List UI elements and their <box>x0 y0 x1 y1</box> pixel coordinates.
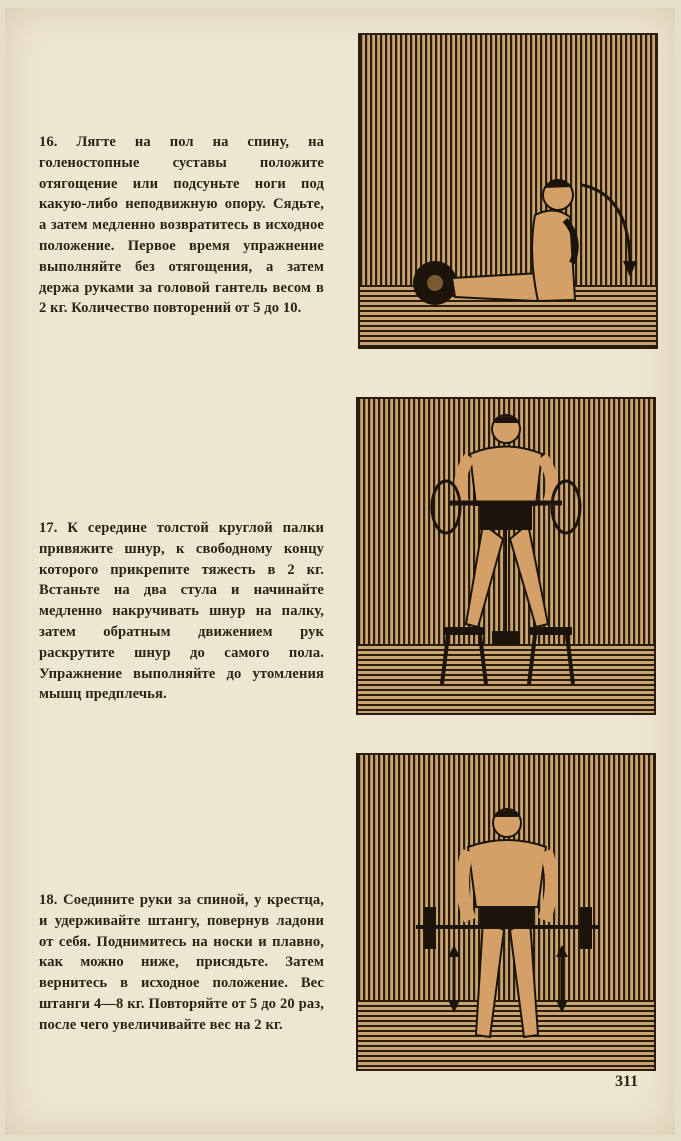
exercise-18-text: 18. Соедините руки за спиной, у крестца, и удерживайте штангу, повернув ладони от себя. Поднимитесь на носки и плавно, как можно ниже, присядьте. Затем вернитесь в исходное положение. Вес штанги 4—8 кг. Повторяйте от 5 до 20 раз, после чего увеличивайте вес на 2 кг. <box>39 892 324 1033</box>
exercise-18-illustration <box>356 753 656 1071</box>
exercise-17-illustration <box>356 397 656 715</box>
exercise-16-text: 16. Лягте на пол на спину, на голеностопные суставы положите отягощение или подсуньте ноги под какую-либо неподвижную опору. Сядьте, а затем медленно возвратитесь в исходное положение. Первое время упражнение выполняйте без отягощения, а затем держа руками за головой гантель весом в 2 кг. Количество повторений от 5 до 10. <box>39 134 324 317</box>
page-number: 311 <box>615 1073 639 1090</box>
book-page <box>5 8 675 1135</box>
exercise-16-illustration <box>358 33 658 349</box>
exercise-17-text: 17. К середине толстой круглой палки привяжите шнур, к свободному концу которого прикрепите тяжесть в 2 кг. Встаньте на два стула и начинайте медленно накручивать шнур на палку, затем обратным движением рук раскрутите шнур до самого пола. Упражнение выполняйте до утомления мышц предплечья. <box>39 520 324 703</box>
